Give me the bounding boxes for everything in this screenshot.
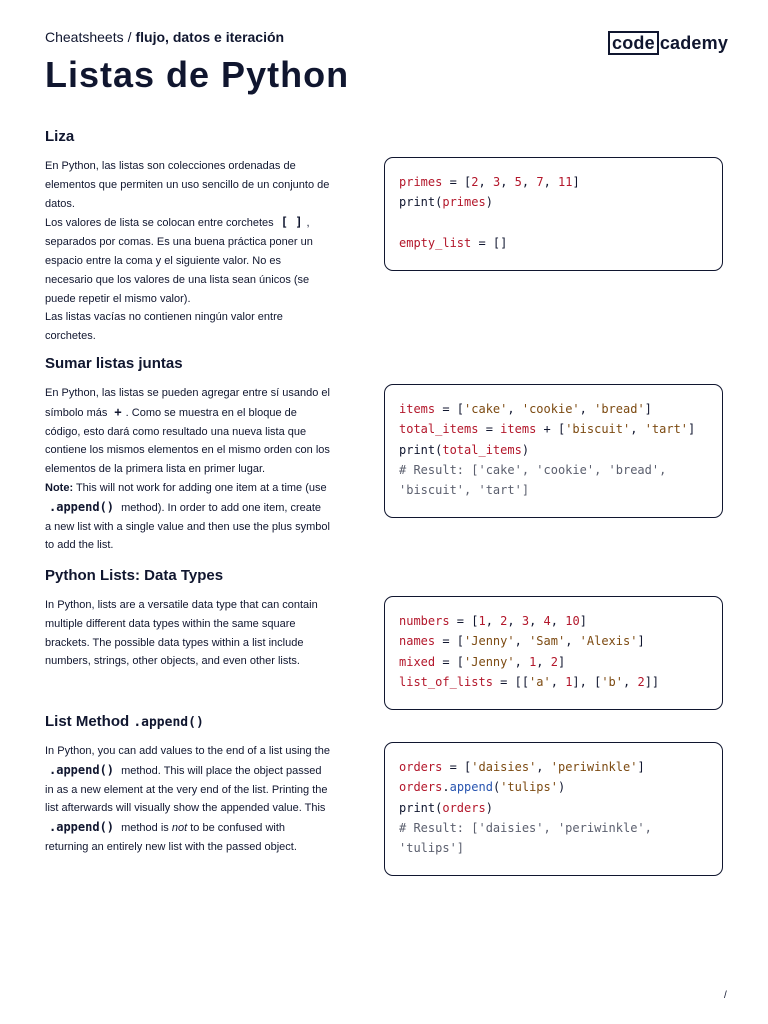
code-token: 2 xyxy=(637,674,645,689)
code-token: total_items xyxy=(442,442,522,457)
code-token: , xyxy=(550,614,566,628)
code-line xyxy=(399,757,708,777)
code-token: , xyxy=(521,175,537,189)
code-token: 'cake' xyxy=(464,402,508,416)
code-token: = [ xyxy=(435,402,465,416)
description-paragraph: Los valores de lista se colocan entre corchetes [ ] , separados por comas. Es una buena práctica poner un espacio entre la coma y el siguiente valor. No es necesario que los valores de una lista sean únicos (se puede repetir el mismo valor). xyxy=(45,215,313,305)
code-token: 7 xyxy=(536,175,544,189)
code-token: 'Sam' xyxy=(529,634,566,649)
code-token: 3 xyxy=(521,614,530,628)
code-token: = [ xyxy=(435,634,465,649)
inline-code: .append() xyxy=(133,715,204,730)
code-line xyxy=(399,192,708,212)
code-token: ( xyxy=(435,800,443,815)
code-token: , xyxy=(550,674,566,689)
inline-code: .append() xyxy=(49,820,115,835)
code-block xyxy=(384,157,723,271)
code-block xyxy=(384,596,723,710)
code-line xyxy=(399,460,708,480)
section-title: Liza xyxy=(45,128,75,145)
code-token: ] xyxy=(688,422,696,437)
code-line xyxy=(399,838,708,858)
code-token: print xyxy=(399,800,436,815)
code-line xyxy=(399,172,708,192)
code-token: 'cookie' xyxy=(521,402,580,416)
code-token: total_items xyxy=(399,422,479,437)
section-description xyxy=(45,596,330,671)
code-token: , xyxy=(565,634,580,649)
code-token: orders xyxy=(399,760,443,774)
code-line xyxy=(399,652,708,672)
logo-boxed-text: code xyxy=(608,31,659,55)
code-line xyxy=(399,818,708,838)
code-token: ] xyxy=(637,760,645,774)
code-token: 11 xyxy=(558,175,573,189)
code-token: ] xyxy=(644,402,652,416)
code-token: = [ xyxy=(442,760,472,774)
section-title: List Method .append() xyxy=(45,713,204,730)
code-token: 'biscuit' xyxy=(565,422,631,437)
code-token: = xyxy=(478,422,501,437)
inline-code: + xyxy=(114,404,122,419)
code-token: append xyxy=(449,780,493,795)
code-token: 'Jenny' xyxy=(464,654,515,669)
code-token: = [ xyxy=(442,175,472,189)
code-token: ( xyxy=(435,442,443,457)
code-token: ] xyxy=(572,175,580,189)
code-token: 1 xyxy=(529,654,537,669)
code-token: , xyxy=(543,175,559,189)
inline-code: .append() xyxy=(49,762,115,777)
code-token: ) xyxy=(485,195,493,210)
code-token: items xyxy=(399,402,436,416)
code-token: list_of_lists xyxy=(399,674,493,689)
code-line xyxy=(399,399,708,419)
code-token: 1 xyxy=(565,674,573,689)
code-token: , xyxy=(514,654,530,669)
code-token: mixed xyxy=(399,654,436,669)
code-token: ) xyxy=(521,442,530,457)
code-token: , xyxy=(630,422,645,437)
code-block xyxy=(384,384,723,518)
code-token: 'a' xyxy=(529,674,551,689)
code-token: ( xyxy=(435,195,443,210)
breadcrumb-separator: / xyxy=(127,29,132,45)
code-line xyxy=(399,440,708,460)
code-token: # Result: ['cake', 'cookie', 'bread', xyxy=(399,462,667,477)
description-paragraph: In Python, you can add values to the end of a list using the .append() method. This will place the object passed in as a new element at the very end of the list. Printing the list afterwards will visually show the appended value. This .append() method is not to be confused with returning an entirely new list with the passed object. xyxy=(45,745,330,853)
code-token: , xyxy=(500,175,515,189)
code-token: ) xyxy=(557,780,566,795)
code-token: ] xyxy=(579,614,587,628)
code-token: , xyxy=(536,760,551,774)
code-token: 1 xyxy=(478,614,486,628)
page-number: / xyxy=(724,990,727,1001)
code-token: ) xyxy=(485,800,493,815)
code-token: , xyxy=(478,175,493,189)
code-token: numbers xyxy=(399,614,450,628)
code-line xyxy=(399,631,708,651)
logo-rest-text: cademy xyxy=(659,32,729,53)
code-line xyxy=(399,672,708,692)
code-token: 4 xyxy=(543,614,551,628)
code-token: empty_list xyxy=(399,235,472,250)
code-token: items xyxy=(500,422,537,437)
codecademy-logo[interactable] xyxy=(608,31,728,55)
code-token: 'tart' xyxy=(644,422,689,437)
inline-code: [ ] xyxy=(280,215,303,230)
code-line xyxy=(399,480,708,500)
code-token: # Result: ['daisies', 'periwinkle', xyxy=(399,820,652,835)
code-token: 'Jenny' xyxy=(464,634,515,649)
note-label: Note: xyxy=(45,481,74,494)
inline-code: .append() xyxy=(49,499,115,514)
code-token: names xyxy=(399,634,436,649)
code-token: = [[ xyxy=(492,674,530,689)
code-token: orders xyxy=(399,780,443,795)
description-paragraph: En Python, las listas se pueden agregar entre sí usando el símbolo más + . Como se muestra en el bloque de código, esto dará como resultado una nueva lista que contiene los mismos elementos en el mismo orden con los elementos de la primera lista en primer lugar. xyxy=(45,387,330,476)
code-token: , xyxy=(623,674,638,689)
code-line xyxy=(399,798,708,818)
description-paragraph: En Python, las listas son colecciones ordenadas de elementos que permiten un uso sencillo de un conjunto de datos. xyxy=(45,160,330,210)
code-token: , xyxy=(485,614,501,628)
code-token: ] xyxy=(557,654,566,669)
code-token: 5 xyxy=(514,175,522,189)
section-description xyxy=(45,742,330,857)
description-paragraph: Note: This will not work for adding one item at a time (use .append() method). In order to add one item, create a new list with a single value and then use the plus symbol to add the list. xyxy=(45,481,330,552)
code-token: + [ xyxy=(536,422,566,437)
description-paragraph: In Python, lists are a versatile data type that can contain multiple different data types within the same square brackets. The possible data types within a list include numbers, strings, other objects, and even other lists. xyxy=(45,599,318,668)
code-line xyxy=(399,419,708,439)
code-line xyxy=(399,213,708,233)
code-token: = [ xyxy=(435,654,465,669)
breadcrumb xyxy=(45,29,284,45)
section-title: Python Lists: Data Types xyxy=(45,567,224,584)
code-token: 'Alexis' xyxy=(579,634,638,649)
code-token: 'b' xyxy=(601,674,624,689)
code-token: 2 xyxy=(471,175,479,189)
section-description xyxy=(45,384,330,555)
code-token: 'bread' xyxy=(594,402,645,416)
code-token: , xyxy=(536,654,551,669)
code-token: , xyxy=(507,402,522,416)
code-token: 'biscuit', 'tart'] xyxy=(399,483,530,498)
code-token: print xyxy=(399,442,436,457)
code-token: , xyxy=(507,614,522,628)
code-token: , xyxy=(529,614,544,628)
code-token: ], [ xyxy=(572,674,602,689)
code-token: primes xyxy=(442,195,486,210)
code-token: orders xyxy=(442,800,486,815)
section-description xyxy=(45,157,330,346)
code-token: 'periwinkle' xyxy=(550,760,638,774)
code-token: ( xyxy=(492,780,501,795)
code-line xyxy=(399,233,708,253)
code-line xyxy=(399,611,708,631)
code-token: 'daisies' xyxy=(471,760,537,774)
code-token: 2 xyxy=(500,614,508,628)
code-token: 'tulips' xyxy=(500,780,558,795)
page-title: Listas de Python xyxy=(45,54,350,95)
section-title: Sumar listas juntas xyxy=(45,355,183,372)
code-token: print xyxy=(399,195,436,210)
code-token: primes xyxy=(399,175,443,189)
code-line xyxy=(399,777,708,797)
code-token: 'tulips'] xyxy=(399,841,465,856)
code-token: 10 xyxy=(565,614,580,628)
code-token: = [ xyxy=(449,614,479,628)
code-token: ] xyxy=(637,634,645,649)
code-token: = [] xyxy=(471,235,508,250)
code-token: ]] xyxy=(644,674,660,689)
breadcrumb-root-link[interactable]: Cheatsheets xyxy=(45,29,124,45)
code-token: 3 xyxy=(492,175,501,189)
code-token: 2 xyxy=(550,654,558,669)
description-paragraph: Las listas vacías no contienen ningún valor entre corchetes. xyxy=(45,311,283,343)
code-token: , xyxy=(514,634,530,649)
code-block xyxy=(384,742,723,876)
code-token: , xyxy=(579,402,595,416)
code-token: . xyxy=(442,780,450,795)
breadcrumb-current[interactable]: flujo, datos e iteración xyxy=(135,29,285,45)
